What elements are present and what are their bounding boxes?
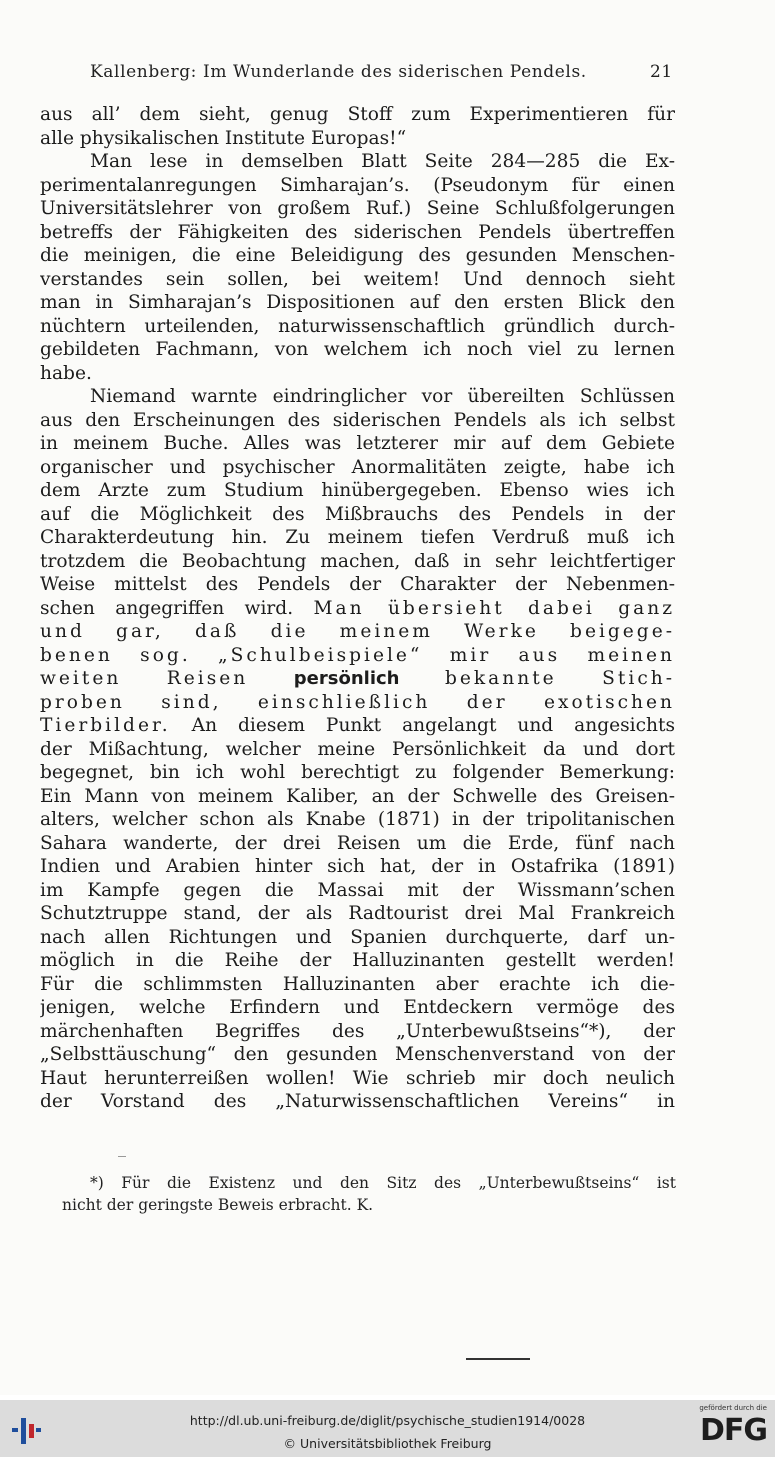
text-line: Sahara wanderte, der drei Reisen um die Erde, fünf nach xyxy=(40,832,675,854)
text-line: benen sog. „Schulbeispiele“ mir aus meinen xyxy=(40,644,675,666)
text-line: nüchtern urteilenden, naturwissenschaftlich gründlich durch- xyxy=(40,315,675,337)
dfg-logo: DFG xyxy=(699,1413,767,1448)
page-number: 21 xyxy=(650,62,673,82)
text-line: der Vorstand des „Naturwissenschaftlichen Vereins“ in xyxy=(40,1091,675,1112)
footnote xyxy=(62,1172,676,1216)
spaced-segment: Tierbilder. xyxy=(40,715,171,736)
text-line: nach allen Richtungen und Spanien durchquerte, darf un- xyxy=(40,926,675,948)
text-line: Universitätslehrer von großem Ruf.) Seine Schlußfolgerungen xyxy=(40,198,675,219)
text-line: perimentalanregungen Simharajan’s. (Pseudonym für einen xyxy=(40,174,675,196)
text-line: Für die schlimmsten Halluzinanten aber erachte ich die- xyxy=(40,973,675,995)
text-line: auf die Möglichkeit des Mißbrauchs des Pendels in der xyxy=(40,503,675,525)
text-line: aus all’ dem sieht, genug Stoff zum Experimentieren für xyxy=(40,104,675,125)
text-line: trotzdem die Beobachtung machen, daß in sehr leichtfertiger xyxy=(40,550,675,572)
text-line: proben sind, einschließlich der exotischen xyxy=(40,691,675,713)
text-line: jenigen, welche Erfindern und Entdeckern vermöge des xyxy=(40,997,675,1018)
footer-bar xyxy=(0,1400,775,1457)
text-line: verstandes sein sollen, bei weitem! Und dennoch sieht xyxy=(40,268,675,290)
text-line: und gar, daß die meinem Werke beigege- xyxy=(40,621,675,642)
text-line: gebildeten Fachmann, von welchem ich noch viel zu lernen xyxy=(40,339,675,360)
emphasis-segment: persönlich xyxy=(293,668,400,689)
text-line: habe. xyxy=(40,362,92,384)
text-segment: An diesem Punkt angelangt und angesichts xyxy=(191,715,675,736)
text-line: Niemand warnte eindringlicher vor übereilten Schlüssen xyxy=(90,386,675,407)
spaced-segment: Man übersieht dabei ganz xyxy=(313,597,675,619)
text-line: Schutztruppe stand, der als Radtourist drei Mal Frankreich xyxy=(40,903,675,924)
text-line: „Selbsttäuschung“ den gesunden Menschenverstand von der xyxy=(40,1044,675,1065)
document-url-link[interactable]: http://dl.ub.uni-freiburg.de/diglit/psychische_studien1914/0028 xyxy=(189,1413,586,1428)
text-line: der Mißachtung, welcher meine Persönlichkeit da und dort xyxy=(40,738,675,760)
text-segment: schen angegriffen wird. xyxy=(40,597,294,619)
text-line xyxy=(40,597,675,621)
text-line: alters, welcher schon als Knabe (1871) in der tripolitanischen xyxy=(40,809,675,830)
footnote-line: *) Für die Existenz und den Sitz des „Unterbewußtseins“ ist xyxy=(90,1174,676,1192)
end-rule xyxy=(466,1358,530,1360)
text-line: betreffs der Fähigkeiten des siderischen Pendels übertreffen xyxy=(40,221,675,243)
text-line: Weise mittelst des Pendels der Charakter der Nebenmen- xyxy=(40,574,675,595)
text-line: begegnet, bin ich wohl berechtigt zu folgender Bemerkung: xyxy=(40,762,675,783)
text-line xyxy=(40,667,675,691)
text-line: alle physikalischen Institute Europas!“ xyxy=(40,127,407,149)
text-line: in meinem Buche. Alles was letzterer mir auf dem Gebiete xyxy=(40,433,675,454)
sponsor-text: gefördert durch die xyxy=(699,1404,767,1412)
text-line: dem Arzte zum Studium hinübergegeben. Ebenso wies ich xyxy=(40,480,675,501)
spaced-segment: bekannte Stich- xyxy=(444,668,675,689)
text-line: aus den Erscheinungen des siderischen Pendels als ich selbst xyxy=(40,409,675,431)
text-line: im Kampfe gegen die Massai mit der Wissmann’schen xyxy=(40,879,675,901)
footnote-divider xyxy=(118,1156,126,1157)
text-line: Haut herunterreißen wollen! Wie schrieb mir doch neulich xyxy=(40,1067,675,1089)
text-line: Ein Mann von meinem Kaliber, an der Schwelle des Greisen- xyxy=(40,785,675,807)
text-line: möglich in die Reihe der Halluzinanten gestellt werden! xyxy=(40,950,675,971)
text-line: Man lese in demselben Blatt Seite 284—285 die Ex- xyxy=(90,151,675,172)
text-line: man in Simharajan’s Dispositionen auf den ersten Blick den xyxy=(40,292,675,313)
text-line: Charakterdeutung hin. Zu meinem tiefen Verdruß muß ich xyxy=(40,527,675,548)
running-title: Kallenberg: Im Wunderlande des siderischen Pendels. xyxy=(90,62,587,82)
text-line: organischer und psychischer Anormalitäten zeigte, habe ich xyxy=(40,456,675,478)
footnote-line: nicht der geringste Beweis erbracht. K. xyxy=(62,1196,374,1214)
text-line: die meinigen, die eine Beleidigung des gesunden Menschen- xyxy=(40,245,675,266)
body-text xyxy=(40,103,675,1114)
spaced-segment: weiten Reisen xyxy=(40,668,249,689)
copyright-text: © Universitätsbibliothek Freiburg xyxy=(283,1436,492,1451)
text-line xyxy=(40,714,675,738)
text-line: Indien und Arabien hinter sich hat, der in Ostafrika (1891) xyxy=(40,856,675,877)
text-line: märchenhaften Begriffes des „Unterbewußtseins“*), der xyxy=(40,1020,675,1042)
